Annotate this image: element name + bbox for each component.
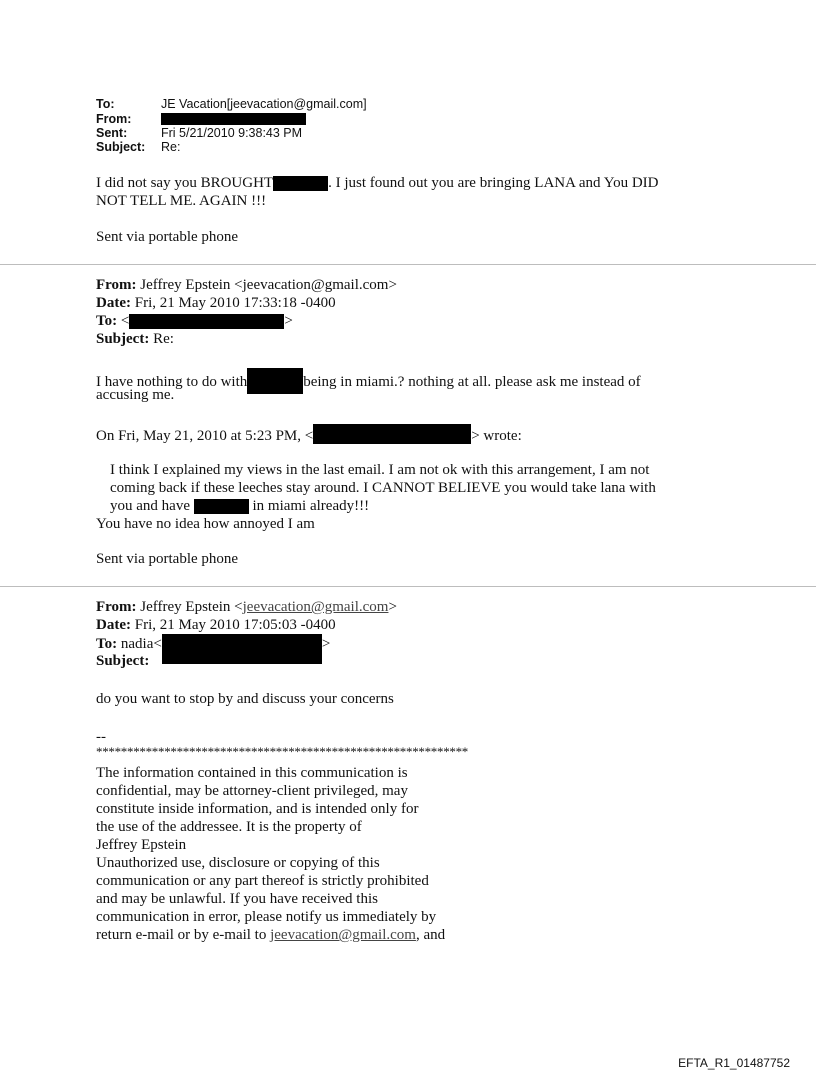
header-sent-label: Sent: bbox=[96, 126, 128, 140]
header-sent-row bbox=[96, 126, 496, 140]
quote-line-1: I think I explained my views in the last email. I am not ok with this arrangement, I am not bbox=[110, 462, 650, 478]
quote-line-3-a: you and have bbox=[110, 498, 190, 514]
header-subject-value: Re: bbox=[161, 140, 181, 154]
message-2-body-a: I have nothing to do with bbox=[96, 374, 248, 390]
message-1-text-a: I did not say you BROUGHT bbox=[96, 175, 274, 191]
disclaimer-last-a: return e-mail or by e-mail to bbox=[96, 927, 271, 943]
disclaimer bbox=[96, 764, 445, 944]
quote-line-4: You have no idea how annoyed I am bbox=[96, 516, 315, 532]
disclaimer-line: communication or any part thereof is strictly prohibited bbox=[96, 873, 429, 889]
disclaimer-line: The information contained in this communication is bbox=[96, 765, 408, 781]
divider bbox=[0, 586, 816, 587]
message-3-to-label: To: bbox=[96, 636, 118, 652]
redaction-block bbox=[162, 634, 322, 664]
redaction-block bbox=[161, 113, 306, 125]
message-1-text-b: . I just found out you are bringing LANA and You DID bbox=[328, 175, 659, 191]
message-2-date-value: Fri, 21 May 2010 17:33:18 -0400 bbox=[134, 295, 336, 311]
redaction-block bbox=[247, 368, 303, 394]
disclaimer-line: confidential, may be attorney-client privileged, may bbox=[96, 783, 408, 799]
email-header bbox=[96, 97, 496, 157]
message-3-from-label: From: bbox=[96, 599, 137, 615]
disclaimer-line: constitute inside information, and is intended only for bbox=[96, 801, 419, 817]
message-1-line-2: NOT TELL ME. AGAIN !!! bbox=[96, 193, 267, 209]
quote-line-3 bbox=[110, 497, 369, 515]
redaction-block bbox=[194, 499, 249, 514]
message-2-date bbox=[96, 294, 336, 312]
message-2-body-line-1 bbox=[96, 368, 641, 394]
message-3-to-close: > bbox=[321, 636, 331, 652]
quote-line-3-b: in miami already!!! bbox=[252, 498, 370, 514]
message-1-line-1 bbox=[96, 174, 658, 192]
message-3-subject-label: Subject: bbox=[96, 653, 150, 669]
message-2-from-value: Jeffrey Epstein <jeevacation@gmail.com> bbox=[140, 277, 397, 293]
message-3-date-label: Date: bbox=[96, 617, 131, 633]
header-sent-value: Fri 5/21/2010 9:38:43 PM bbox=[161, 126, 303, 140]
quote-intro-b: > wrote: bbox=[471, 428, 522, 444]
redaction-block bbox=[273, 176, 328, 191]
message-3-from-name: Jeffrey Epstein < bbox=[140, 599, 243, 615]
disclaimer-last-b: , and bbox=[415, 927, 446, 943]
message-2-to-label: To: bbox=[96, 313, 118, 329]
header-from-label: From: bbox=[96, 112, 132, 126]
disclaimer-line: and may be unlawful. If you have received this bbox=[96, 891, 378, 907]
signature-stars: ************************************************************ bbox=[96, 744, 469, 759]
message-2-to bbox=[96, 312, 293, 330]
redaction-block bbox=[313, 424, 471, 444]
message-2-subject bbox=[96, 330, 174, 348]
message-2-from-label: From: bbox=[96, 277, 137, 293]
message-2-subject-label: Subject: bbox=[96, 331, 150, 347]
message-3-date-value: Fri, 21 May 2010 17:05:03 -0400 bbox=[134, 617, 336, 633]
header-to-label: To: bbox=[96, 97, 115, 111]
signature-dashes: -- bbox=[96, 729, 106, 745]
message-3-from-email-link[interactable]: jeevacation@gmail.com bbox=[242, 599, 389, 615]
header-to-value: JE Vacation[jeevacation@gmail.com] bbox=[161, 97, 367, 111]
disclaimer-line: the use of the addressee. It is the property of bbox=[96, 819, 362, 835]
message-3-body: do you want to stop by and discuss your concerns bbox=[96, 691, 394, 707]
disclaimer-email-link[interactable]: jeevacation@gmail.com bbox=[270, 927, 416, 943]
header-to-row bbox=[96, 97, 496, 111]
quote-line-2: coming back if these leeches stay around. I CANNOT BELIEVE you would take lana with bbox=[110, 480, 656, 496]
message-3-from bbox=[96, 598, 397, 616]
divider bbox=[0, 264, 816, 265]
message-3-to-value: nadia< bbox=[120, 636, 162, 652]
disclaimer-line: communication in error, please notify us immediately by bbox=[96, 909, 437, 925]
message-2-to-close: > bbox=[284, 313, 293, 329]
header-from-row bbox=[96, 112, 496, 126]
disclaimer-line bbox=[96, 926, 445, 944]
quote-intro bbox=[96, 424, 522, 445]
document-id: EFTA_R1_01487752 bbox=[678, 1056, 790, 1070]
quote-intro-a: On Fri, May 21, 2010 at 5:23 PM, < bbox=[96, 428, 314, 444]
message-3-from-close: > bbox=[388, 599, 397, 615]
message-2-subject-value: Re: bbox=[153, 331, 174, 347]
message-2-to-open: < bbox=[120, 313, 130, 329]
message-3-date bbox=[96, 616, 336, 634]
message-2-signature: Sent via portable phone bbox=[96, 551, 239, 567]
header-subject-label: Subject: bbox=[96, 140, 146, 154]
message-2-date-label: Date: bbox=[96, 295, 131, 311]
message-2-from bbox=[96, 276, 397, 294]
disclaimer-line: Unauthorized use, disclosure or copying of this bbox=[96, 855, 380, 871]
message-2-body-b: being in miami.? nothing at all. please ask me instead of bbox=[303, 374, 641, 390]
redaction-block bbox=[129, 314, 284, 329]
message-3-subject bbox=[96, 652, 149, 670]
message-2-body-line-2: accusing me. bbox=[96, 387, 175, 403]
disclaimer-line: Jeffrey Epstein bbox=[96, 837, 187, 853]
header-subject-row bbox=[96, 140, 496, 154]
message-1-signature: Sent via portable phone bbox=[96, 229, 239, 245]
